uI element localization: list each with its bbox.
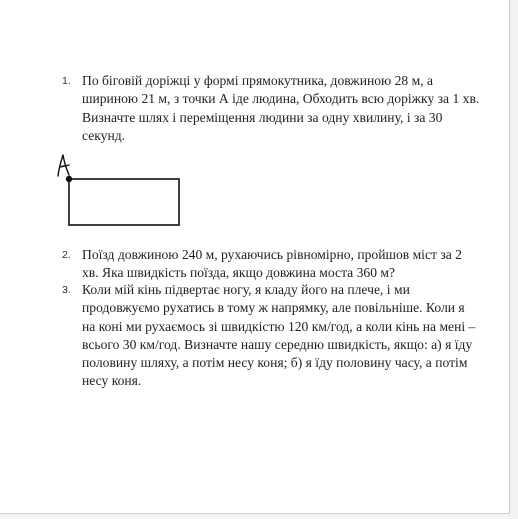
problem-3 — [62, 281, 480, 391]
problem-1 — [62, 72, 480, 145]
problem-2-text: Поїзд довжиною 240 м, рухаючись рівномірно, пройшов міст за 2 хв. Яка швидкість поїзда, якщо довжина моста 360 м? — [82, 247, 462, 281]
problem-2-number: 2. — [62, 249, 71, 261]
problem-3-text: Коли мій кінь підвертає ногу, я кладу його на плече, і ми продовжуємо рухатись в тому ж напрямку, але повільніше. Коли я на коні ми рухаємось зі швидкістю 120 км/год, а коли кінь на мені – всього 30 км/год. Визначте нашу середню швидкість, якщо: а) я їду половину шляху, а потім несу коня; б) я їду половину часу, а потім несу коня. — [82, 282, 476, 389]
point-a-handwritten-label — [58, 155, 69, 176]
track-diagram — [52, 150, 192, 232]
problem-2 — [62, 246, 480, 283]
problem-1-text: По біговій доріжці у формі прямокутника, довжиною 28 м, а шириною 21 м, з точки А іде людина, Обходить всю доріжку за 1 хв. Визначте шлях і переміщення людини за одну хвилину, і за 30 секунд. — [82, 73, 480, 143]
problem-1-number: 1. — [62, 75, 71, 87]
track-rectangle — [69, 179, 179, 225]
problem-3-number: 3. — [62, 284, 71, 296]
point-a-marker — [66, 176, 72, 182]
